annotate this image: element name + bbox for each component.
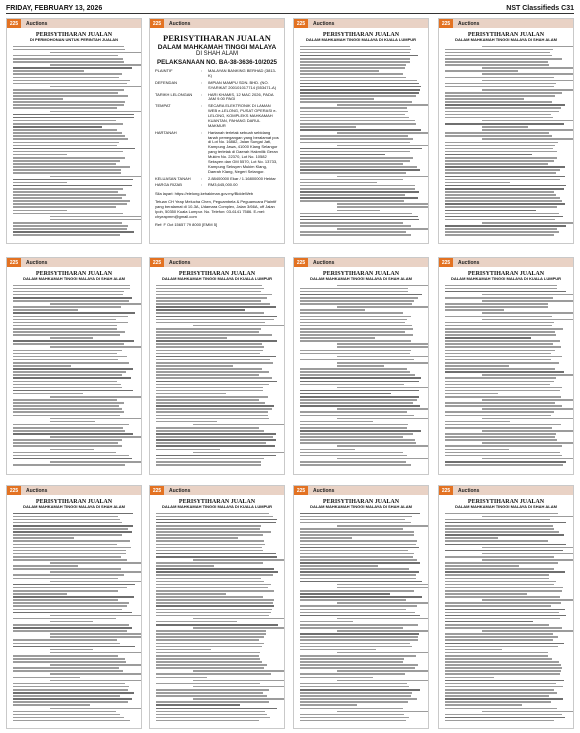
detail-colon: : (201, 129, 203, 135)
auction-notice (438, 257, 574, 475)
notice-court: DALAM MAHKAMAH TINGGI MALAYA DI KUALA LUMPUR (161, 276, 273, 281)
notice-title: PERISYTIHARAN JUALAN (467, 32, 545, 38)
section-number-badge: 225 (294, 19, 308, 28)
newspaper-page-header (6, 4, 574, 14)
notice-court: DALAM MAHKAMAH TINGGI MALAYA DI SHAH ALAM (310, 276, 412, 281)
auction-notice (149, 485, 285, 729)
detail-key: DEFENDAN (155, 79, 178, 85)
section-label: Auctions (26, 259, 48, 266)
section-label: Auctions (169, 20, 191, 27)
notice-court: DALAM MAHKAMAH TINGGI MALAYA DI KUALA LUMPUR (450, 276, 562, 281)
notice-body-text (300, 46, 422, 236)
notice-title: PERISYTIHARAN JUALAN (178, 271, 256, 277)
detail-key: HARGA RIZAB (155, 182, 182, 188)
notice-body-text (300, 513, 422, 722)
section-header (439, 486, 573, 495)
section-label: Auctions (169, 259, 191, 266)
auction-notice (293, 485, 429, 729)
section-number-badge: 225 (294, 486, 308, 495)
featured-court-location: DI SHAH ALAM (195, 51, 238, 57)
notice-court: DI PERMOHONAN UNTUK PERINTAH JUALAN (29, 37, 119, 42)
detail-value: IMPIAN MAMPU SDN. BHD. (NO. SYARIKAT 200101017714 (553471-A) (208, 79, 277, 90)
detail-key: HARTANAH (155, 129, 177, 135)
notice-court: DALAM MAHKAMAH TINGGI MALAYA DI SHAH ALAM (310, 504, 412, 509)
section-number-badge: 225 (439, 258, 453, 267)
detail-key: TARIKH LELONGAN (155, 91, 193, 97)
section-header (150, 258, 284, 267)
section-number-badge: 225 (7, 486, 21, 495)
notice-body-text (445, 513, 567, 722)
notice-court: DALAM MAHKAMAH TINGGI MALAYA DI SHAH ALAM (455, 37, 557, 42)
section-label: Auctions (458, 259, 480, 266)
section-header (294, 19, 428, 28)
detail-key: KELUASAN TANAH (155, 175, 191, 181)
detail-value: Hartanah terletak sebuah sebidang tanah pemegangan yang beralamat pos di Lot No. 16882, Jalan Sungai Jati, Kampung Jawa, 41000 Klang Selangor yang terletak di Daerah Hakmilik Geran Mukim No. 22370, Lot No. 10582 Seksyen dan GM 5570, Lot No. 13733, Kampung Seksyen Mukim Klang, Daerah Klang, Negeri Selangor. (208, 129, 279, 174)
detail-value: 2.88400000 Ekar / 1.16800000 Hektar (208, 175, 276, 181)
section-number-badge: 225 (150, 486, 164, 495)
notice-body-text (156, 513, 278, 722)
auction-notice (438, 18, 574, 244)
detail-colon: : (201, 175, 203, 181)
notice-body-text (13, 46, 135, 236)
section-label: Auctions (313, 20, 335, 27)
notice-court: DALAM MAHKAMAH TINGGI MALAYA DI SHAH ALAM (455, 504, 557, 509)
featured-detail-row (155, 104, 279, 128)
section-number-badge: 225 (7, 258, 21, 267)
featured-detail-row (155, 183, 279, 188)
auction-notice (293, 257, 429, 475)
detail-value: HARI KHAMIS, 12 MAC 2026, PADA JAM 9.00 PAGI (208, 91, 274, 102)
notice-title: PERISYTIHARAN JUALAN (178, 499, 256, 505)
featured-detail-row (155, 93, 279, 103)
classifieds-grid (6, 18, 574, 729)
section-number-badge: 225 (294, 258, 308, 267)
auction-notice (6, 18, 142, 244)
notice-title: PERISYTIHARAN JUALAN (35, 499, 113, 505)
detail-colon: : (201, 103, 203, 109)
auction-notice (293, 18, 429, 244)
notice-title: PERISYTIHARAN JUALAN (467, 271, 545, 277)
detail-value: SECARA ELEKTRONIK DI LAMAN WEB e-LELONG, PUSAT OPERASI e-LELONG, KOMPLEKS MAHKAMAH KUANTAN, PAHANG DARUL MAKMUR (208, 103, 277, 128)
notice-body-text (13, 285, 135, 466)
auction-notice (6, 485, 142, 729)
notice-title: PERISYTIHARAN JUALAN (467, 499, 545, 505)
featured-detail-row (155, 81, 279, 91)
notice-body-text (13, 513, 135, 722)
detail-value: MALAYAN BANKING BERHAD (3813-K) (208, 68, 277, 78)
featured-detail-row (155, 131, 279, 175)
featured-link[interactable]: Sila layari: https://elelong.kehakiman.gov.my/BiddeWeb (155, 191, 254, 197)
featured-auction-notice (149, 18, 285, 244)
page-date: FRIDAY, FEBRUARY 13, 2026 (6, 4, 103, 12)
notice-title: PERISYTIHARAN JUALAN (35, 271, 113, 277)
section-label: Auctions (169, 487, 191, 494)
section-label: Auctions (26, 487, 48, 494)
section-number-badge: 225 (439, 486, 453, 495)
featured-case-number: PELAKSANAAN NO. BA-38-3636-10/2025 (156, 59, 277, 66)
section-header (150, 19, 284, 28)
section-number-badge: 225 (150, 19, 164, 28)
section-number-badge: 225 (7, 19, 21, 28)
notice-body-text (300, 285, 422, 466)
notice-body-text (445, 285, 567, 466)
detail-key: PLAINTIF (155, 68, 173, 73)
notice-court: DALAM MAHKAMAH TINGGI MALAYA DI KUALA LUMPUR (305, 37, 417, 42)
page-section-number: NST Classifieds C31 (506, 4, 574, 12)
detail-colon: : (201, 79, 203, 85)
section-header (7, 19, 141, 28)
featured-title: PERISYTIHARAN JUALAN (163, 33, 271, 43)
detail-key: TEMPAT (155, 103, 171, 109)
detail-colon: : (201, 68, 203, 73)
notice-court: DALAM MAHKAMAH TINGGI MALAYA DI SHAH ALAM (23, 276, 125, 281)
notice-title: PERISYTIHARAN JUALAN (322, 32, 400, 38)
section-label: Auctions (458, 20, 480, 27)
section-header (294, 258, 428, 267)
section-header (294, 486, 428, 495)
section-number-badge: 225 (439, 19, 453, 28)
notice-title: PERISYTIHARAN JUALAN (322, 271, 400, 277)
section-number-badge: 225 (150, 258, 164, 267)
section-label: Auctions (313, 259, 335, 266)
detail-colon: : (201, 182, 203, 188)
notice-title: PERISYTIHARAN JUALAN (35, 32, 113, 38)
featured-detail-row (155, 177, 279, 182)
featured-detail-row (155, 69, 279, 79)
section-label: Auctions (26, 20, 48, 27)
notice-court: DALAM MAHKAMAH TINGGI MALAYA DI KUALA LUMPUR (161, 504, 273, 509)
section-header (439, 258, 573, 267)
section-label: Auctions (313, 487, 335, 494)
auction-notice (149, 257, 285, 475)
section-header (7, 486, 141, 495)
notice-court: DALAM MAHKAMAH TINGGI MALAYA DI SHAH ALAM (23, 504, 125, 509)
notice-body-text (445, 46, 567, 236)
featured-court: DALAM MAHKAMAH TINGGI MALAYA (157, 44, 277, 51)
section-header (150, 486, 284, 495)
detail-value: RM3,645,000.00 (208, 182, 238, 188)
auction-notice (438, 485, 574, 729)
auction-notice (6, 257, 142, 475)
featured-contact: Tetuan CH Yeap Melucha Chen, Peguambela & Peguamcara Plaintif yang beralamat di 10-3A, Udamara Complex, Jalan 3/66A, off Jalan Ipoh, 50350 Kuala Lumpur. No. Telefon: 03-6141 7586. E-mel: chyeapmm@gmail.com (155, 199, 277, 220)
featured-reference: Ref: F Oct 15657 79 8000 [EMM 5] (155, 222, 218, 228)
section-label: Auctions (458, 487, 480, 494)
section-header (439, 19, 573, 28)
section-header (7, 258, 141, 267)
notice-body-text (156, 285, 278, 466)
notice-title: PERISYTIHARAN JUALAN (322, 499, 400, 505)
detail-colon: : (201, 91, 203, 97)
